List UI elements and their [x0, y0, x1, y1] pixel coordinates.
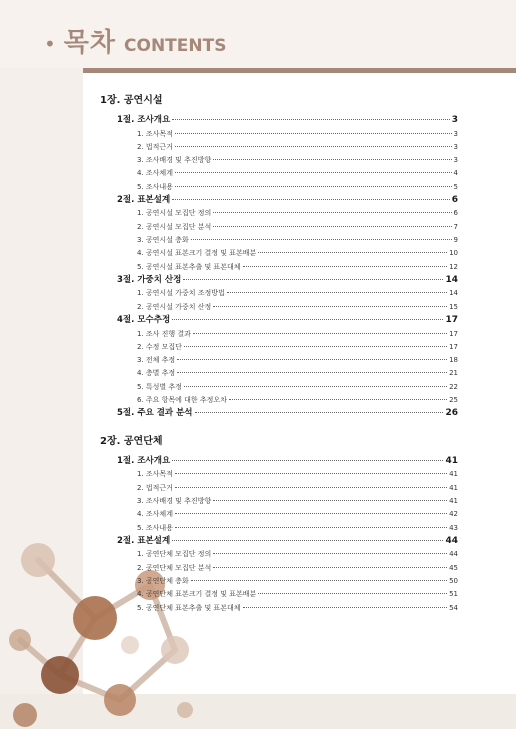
- dot-leader: [175, 527, 447, 528]
- item-title: 2. 공연시설 가중치 산정: [137, 302, 212, 311]
- dot-leader: [175, 186, 452, 187]
- item-title: 1. 공연시설 모집단 정의: [137, 209, 212, 218]
- toc-item-entry[interactable]: [100, 522, 458, 535]
- toc-item-entry[interactable]: [100, 508, 458, 521]
- toc-item-entry[interactable]: [100, 234, 458, 247]
- toc-item-entry[interactable]: [100, 588, 458, 601]
- item-title: 5. 조사내용: [137, 523, 173, 532]
- item-title: 4. 공연단체 표본크기 결정 및 표본배분: [137, 590, 257, 599]
- toc-item-entry[interactable]: [100, 128, 458, 141]
- toc-item-entry[interactable]: [100, 562, 458, 575]
- dot-leader: [213, 306, 447, 307]
- header-rule: [83, 68, 516, 73]
- item-page-number: 6: [453, 209, 458, 218]
- item-title: 2. 수정 모집단: [137, 342, 182, 351]
- section-page-number: 41: [445, 455, 458, 466]
- table-of-contents: [100, 94, 458, 615]
- section-page-number: 26: [445, 408, 458, 419]
- item-page-number: 14: [449, 289, 458, 298]
- item-page-number: 3: [453, 142, 458, 151]
- toc-section-entry[interactable]: [100, 314, 458, 328]
- item-title: 5. 공연단체 표본추출 및 표본대체: [137, 603, 241, 612]
- item-page-number: 4: [453, 169, 458, 178]
- heading-english: CONTENTS: [124, 36, 227, 56]
- toc-item-entry[interactable]: [100, 328, 458, 341]
- item-title: 2. 법적근거: [137, 483, 173, 492]
- chapter-title: 1장. 공연시설: [100, 95, 163, 106]
- dot-leader: [172, 319, 443, 320]
- dot-leader: [213, 212, 451, 213]
- item-title: 3. 공연단체 층화: [137, 576, 189, 585]
- toc-item-entry[interactable]: [100, 207, 458, 220]
- item-title: 4. 공연시설 표본크기 결정 및 표본배분: [137, 249, 257, 258]
- dot-leader: [227, 292, 447, 293]
- item-title: 3. 조사배경 및 추진방향: [137, 156, 212, 165]
- heading-bullet-icon: •: [44, 32, 56, 56]
- dot-leader: [229, 399, 447, 400]
- dot-leader: [195, 412, 444, 413]
- toc-section-entry[interactable]: [100, 407, 458, 421]
- dot-leader: [213, 500, 447, 501]
- chapter-gap: [100, 421, 458, 435]
- dot-leader: [184, 386, 447, 387]
- item-page-number: 12: [449, 262, 458, 271]
- toc-section-entry[interactable]: [100, 114, 458, 128]
- page-heading: [44, 30, 226, 56]
- dot-leader: [172, 540, 443, 541]
- toc-section-entry[interactable]: [100, 535, 458, 549]
- toc-item-entry[interactable]: [100, 181, 458, 194]
- item-page-number: 9: [453, 236, 458, 245]
- heading-korean: 목차: [63, 28, 117, 58]
- item-title: 3. 조사배경 및 추진방향: [137, 496, 212, 505]
- dot-leader: [175, 487, 447, 488]
- dot-leader: [175, 172, 452, 173]
- toc-item-entry[interactable]: [100, 261, 458, 274]
- item-page-number: 21: [449, 369, 458, 378]
- item-page-number: 42: [449, 510, 458, 519]
- item-page-number: 41: [449, 483, 458, 492]
- toc-item-entry[interactable]: [100, 154, 458, 167]
- item-title: 1. 공연시설 가중치 조정방법: [137, 289, 225, 298]
- toc-item-entry[interactable]: [100, 495, 458, 508]
- section-page-number: 14: [445, 274, 458, 285]
- toc-item-entry[interactable]: [100, 602, 458, 615]
- toc-item-entry[interactable]: [100, 381, 458, 394]
- item-title: 4. 층별 추정: [137, 369, 176, 378]
- chapter-title: 2장. 공연단체: [100, 435, 163, 447]
- item-page-number: 45: [449, 563, 458, 572]
- dot-leader: [258, 252, 447, 253]
- item-page-number: 41: [449, 470, 458, 479]
- toc-item-entry[interactable]: [100, 575, 458, 588]
- toc-item-entry[interactable]: [100, 221, 458, 234]
- toc-section-entry[interactable]: [100, 194, 458, 208]
- item-title: 5. 조사내용: [137, 182, 173, 191]
- item-title: 3. 공연시설 층화: [137, 236, 189, 245]
- dot-leader: [213, 553, 447, 554]
- item-title: 4. 조사체계: [137, 169, 173, 178]
- dot-leader: [243, 607, 448, 608]
- toc-item-entry[interactable]: [100, 354, 458, 367]
- toc-item-entry[interactable]: [100, 548, 458, 561]
- section-title: 2절. 표본설계: [117, 194, 171, 205]
- dot-leader: [191, 239, 452, 240]
- item-page-number: 3: [453, 156, 458, 165]
- item-title: 2. 법적근거: [137, 142, 173, 151]
- section-title: 4절. 모수추정: [117, 315, 171, 326]
- item-page-number: 25: [449, 396, 458, 405]
- item-page-number: 17: [449, 342, 458, 351]
- dot-leader: [172, 199, 450, 200]
- item-title: 6. 주요 항목에 대한 추정오차: [137, 396, 227, 405]
- item-page-number: 5: [453, 182, 458, 191]
- toc-item-entry[interactable]: [100, 247, 458, 260]
- dot-leader: [172, 119, 450, 120]
- item-page-number: 7: [453, 222, 458, 231]
- dot-leader: [258, 593, 447, 594]
- section-page-number: 17: [445, 315, 458, 326]
- toc-item-entry[interactable]: [100, 167, 458, 180]
- dot-leader: [184, 346, 447, 347]
- toc-item-entry[interactable]: [100, 287, 458, 300]
- toc-item-entry[interactable]: [100, 301, 458, 314]
- section-title: 2절. 표본설계: [117, 535, 171, 546]
- item-title: 4. 조사체계: [137, 510, 173, 519]
- section-title: 1절. 조사개요: [117, 455, 171, 466]
- section-title: 3절. 가중치 산정: [117, 274, 182, 285]
- toc-item-entry[interactable]: [100, 482, 458, 495]
- item-title: 1. 조사목적: [137, 129, 173, 138]
- toc-item-entry[interactable]: [100, 468, 458, 481]
- item-page-number: 17: [449, 329, 458, 338]
- item-title: 3. 전체 추정: [137, 356, 176, 365]
- dot-leader: [177, 359, 447, 360]
- item-title: 1. 공연단체 모집단 정의: [137, 550, 212, 559]
- item-title: 2. 공연시설 모집단 분석: [137, 222, 212, 231]
- toc-item-entry[interactable]: [100, 141, 458, 154]
- item-page-number: 10: [449, 249, 458, 258]
- dot-leader: [175, 146, 452, 147]
- dot-leader: [177, 372, 447, 373]
- section-title: 1절. 조사개요: [117, 115, 171, 125]
- section-page-number: 3: [451, 115, 458, 125]
- item-title: 2. 공연단체 모집단 분석: [137, 563, 212, 572]
- item-title: 1. 조사목적: [137, 470, 173, 479]
- section-page-number: 44: [445, 535, 458, 546]
- item-title: 5. 공연시설 표본추출 및 표본대체: [137, 262, 241, 271]
- item-page-number: 43: [449, 523, 458, 532]
- toc-item-entry[interactable]: [100, 394, 458, 407]
- toc-item-entry[interactable]: [100, 341, 458, 354]
- section-page-number: 6: [451, 194, 458, 205]
- item-page-number: 50: [449, 576, 458, 585]
- section-title: 5절. 주요 결과 분석: [117, 408, 193, 419]
- dot-leader: [193, 333, 447, 334]
- item-page-number: 15: [449, 302, 458, 311]
- dot-leader: [172, 460, 443, 461]
- item-page-number: 54: [449, 603, 458, 612]
- dot-leader: [175, 133, 452, 134]
- dot-leader: [213, 159, 451, 160]
- dot-leader: [213, 226, 451, 227]
- toc-item-entry[interactable]: [100, 367, 458, 380]
- dot-leader: [175, 513, 447, 514]
- dot-leader: [175, 473, 447, 474]
- item-page-number: 22: [449, 382, 458, 391]
- item-page-number: 41: [449, 496, 458, 505]
- dot-leader: [243, 266, 448, 267]
- dot-leader: [191, 580, 447, 581]
- item-page-number: 51: [449, 590, 458, 599]
- item-title: 1. 조사 진행 결과: [137, 329, 191, 338]
- dot-leader: [213, 567, 447, 568]
- toc-section-entry[interactable]: [100, 274, 458, 288]
- dot-leader: [183, 279, 443, 280]
- item-page-number: 44: [449, 550, 458, 559]
- item-page-number: 18: [449, 356, 458, 365]
- item-title: 5. 특성별 추정: [137, 382, 182, 391]
- item-page-number: 3: [453, 129, 458, 138]
- toc-section-entry[interactable]: [100, 455, 458, 469]
